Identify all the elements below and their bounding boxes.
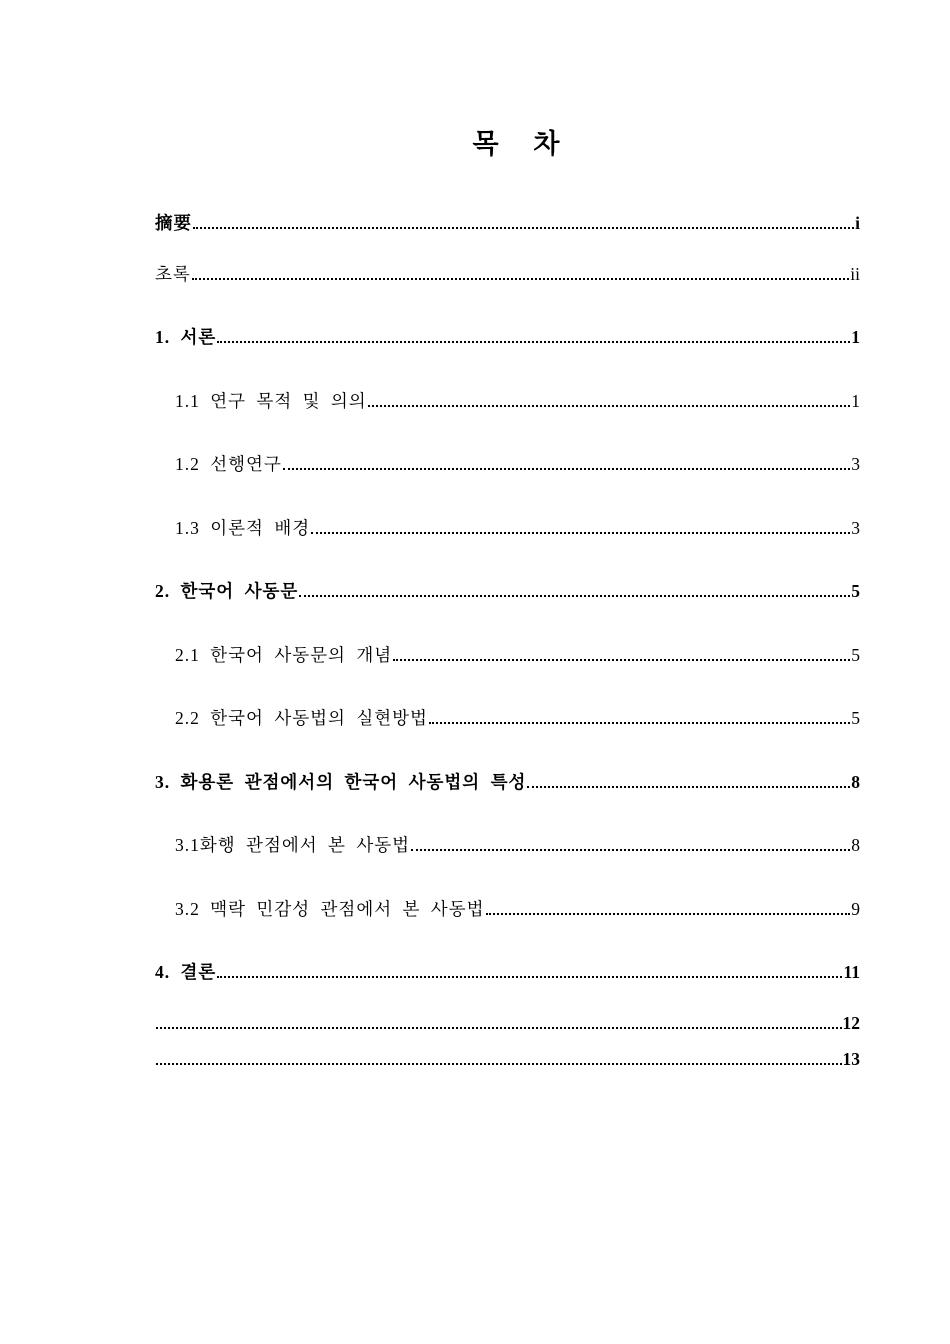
toc-entry-label: 2.1 한국어 사동문의 개념: [175, 645, 393, 665]
toc-entry-section-2-1[interactable]: [175, 640, 860, 666]
toc-entry-page: ii: [850, 264, 860, 284]
dot-leader: [393, 659, 850, 661]
dot-leader: [429, 722, 850, 724]
toc-entry-section-1-1[interactable]: [175, 386, 860, 412]
toc-entry-section-3-1[interactable]: [175, 830, 860, 856]
toc-entry-page: 8: [851, 772, 860, 792]
dot-leader: [217, 341, 850, 343]
dot-leader: [527, 786, 850, 788]
dot-leader: [411, 849, 850, 851]
toc-entry-abstract-chinese[interactable]: [155, 208, 860, 234]
toc-entry-chapter-1[interactable]: [155, 322, 860, 348]
toc-entry-chapter-4[interactable]: [155, 957, 860, 983]
toc-title: 목 차: [472, 129, 574, 159]
toc-entry-label: 摘要: [155, 213, 192, 233]
toc-entry-unlabeled-12[interactable]: [155, 1008, 860, 1034]
dot-leader: [193, 227, 854, 229]
toc-entry-page: 1: [851, 327, 860, 347]
toc-entry-page: 5: [851, 708, 860, 728]
toc-entry-label: 초록: [155, 264, 191, 284]
toc-entry-section-2-2[interactable]: [175, 703, 860, 729]
dot-leader: [311, 532, 850, 534]
dot-leader: [156, 1027, 842, 1029]
toc-entry-chapter-3[interactable]: [155, 767, 860, 793]
toc-entry-label: 3. 화용론 관점에서의 한국어 사동법의 특성: [155, 772, 527, 792]
dot-leader: [486, 913, 851, 915]
toc-entry-page: 5: [851, 581, 860, 601]
toc-entry-abstract-korean[interactable]: [155, 259, 860, 285]
toc-entry-page: 8: [851, 835, 860, 855]
toc-entry-label: 1. 서론: [155, 327, 217, 347]
toc-entry-page: 3: [851, 518, 860, 538]
toc-entry-label: 4. 결론: [155, 962, 217, 982]
toc-entry-section-3-2[interactable]: [175, 894, 860, 920]
toc-entry-section-1-3[interactable]: [175, 513, 860, 539]
toc-entry-page: i: [855, 213, 860, 233]
toc-entry-label: 2.2 한국어 사동법의 실현방법: [175, 708, 428, 728]
dot-leader: [299, 595, 850, 597]
toc-entry-page: 9: [851, 899, 860, 919]
toc-entry-page: 12: [842, 1013, 860, 1033]
toc-entry-label: 3.2 맥락 민감성 관점에서 본 사동법: [175, 899, 485, 919]
dot-leader: [192, 278, 849, 280]
toc-entry-chapter-2[interactable]: [155, 576, 860, 602]
toc-entry-label: 1.2 선행연구: [175, 454, 282, 474]
toc-entry-page: 13: [842, 1049, 860, 1069]
dot-leader: [156, 1063, 842, 1065]
toc-entry-page: 11: [843, 962, 860, 982]
toc-entry-page: 1: [851, 391, 860, 411]
toc-entry-unlabeled-13[interactable]: [155, 1044, 860, 1070]
toc-entry-label: 1.1 연구 목적 및 의의: [175, 391, 367, 411]
toc-entry-label: 1.3 이론적 배경: [175, 518, 311, 538]
toc-entry-label: 3.1화행 관점에서 본 사동법: [175, 835, 411, 855]
dot-leader: [283, 468, 850, 470]
toc-entry-label: 2. 한국어 사동문: [155, 581, 299, 601]
toc-entry-page: 5: [851, 645, 860, 665]
toc-entry-section-1-2[interactable]: [175, 449, 860, 475]
dot-leader: [217, 976, 842, 978]
toc-entry-page: 3: [851, 454, 860, 474]
dot-leader: [368, 405, 851, 407]
